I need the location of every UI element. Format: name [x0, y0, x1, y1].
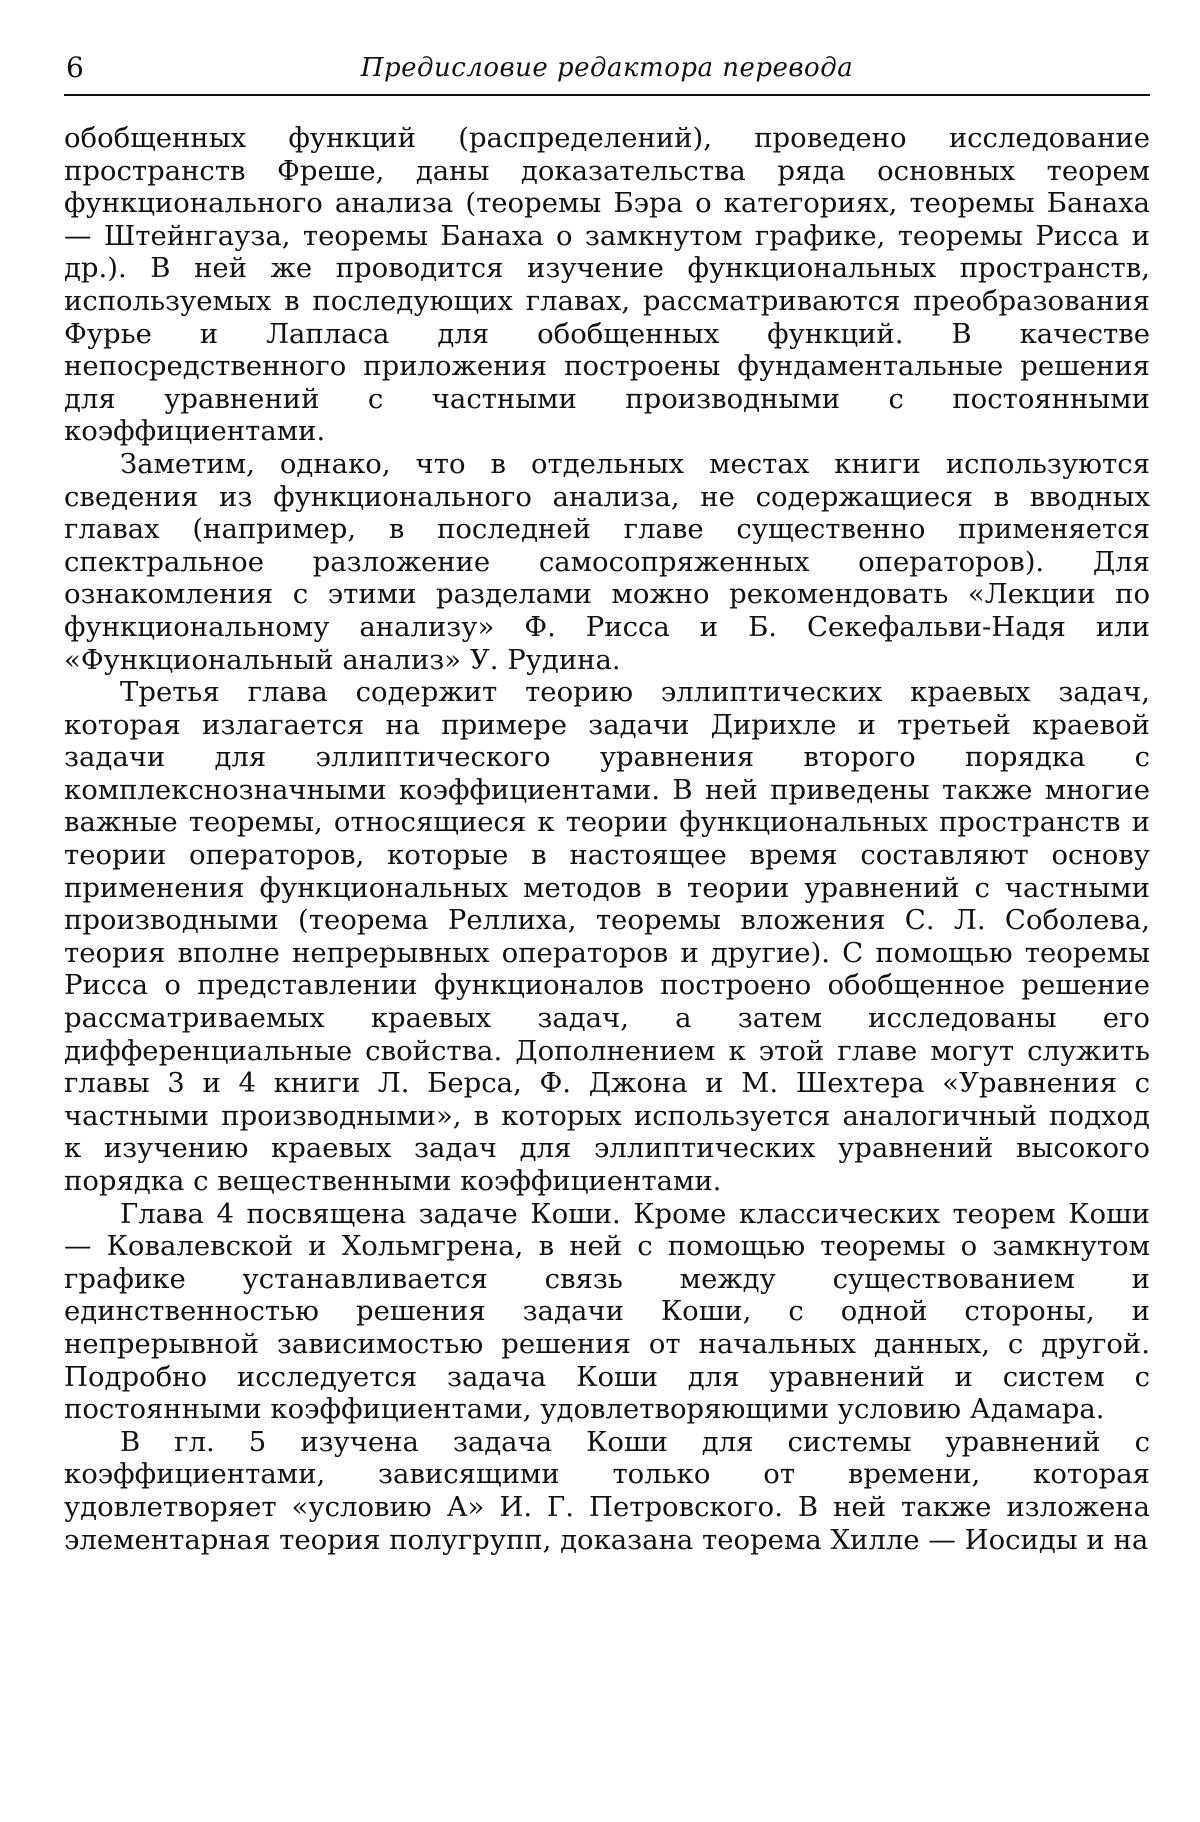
paragraph-chapter-4: Глава 4 посвящена задаче Коши. Кроме классических теорем Коши — Ковалевской и Хольмгрена, в ней с помощью теоремы о замкнутом графике устанавливается связь между существованием и единственностью решения задачи Коши, с одной стороны, и непрерывной зависимостью решения от начальных данных, с другой. Подробно исследуется задача Коши для уравнений и систем с постоянными коэффициентами, удовлетворяющими условию Адамара.: [64, 1197, 1150, 1426]
page-number: 6: [66, 51, 84, 84]
paragraph-chapter-3: Третья глава содержит теорию эллиптических краевых задач, которая излагается на примере задачи Дирихле и третьей краевой задачи для эллиптического уравнения второго порядка с комплекснозначными коэффициентами. В ней приведены также многие важные теоремы, относящиеся к теории функциональных пространств и теории операторов, которые в настоящее время составляют основу применения функциональных методов в теории уравнений с частными производными (теорема Реллиха, теоремы вложения С. Л. Соболева, теория вполне непрерывных операторов и другие). С помощью теоремы Рисса о представлении функционалов построено обобщенное решение рассматриваемых краевых задач, а затем исследованы его дифференциальные свойства. Дополнением к этой главе могут служить главы 3 и 4 книги Л. Берса, Ф. Джона и М. Шехтера «Уравнения с частными производными», в которых используется аналогичный подход к изучению краевых задач для эллиптических уравнений высокого порядка с вещественными коэффициентами.: [64, 676, 1150, 1197]
running-head: [64, 50, 1150, 96]
body-text: [64, 122, 1150, 1556]
paragraph-functional-analysis-note: Заметим, однако, что в отдельных местах книги используются сведения из функционального анализа, не содержащиеся в вводных главах (например, в последней главе существенно применяется спектральное разложение самосопряженных операторов). Для ознакомления с этими разделами можно рекомендовать «Лекции по функциональному анализу» Ф. Рисса и Б. Секефальви-Надя или «Функциональный анализ» У. Рудина.: [64, 447, 1150, 676]
paragraph-continuation: обобщенных функций (распределений), проведено исследование пространств Фреше, даны доказательства ряда основных теорем функционального анализа (теоремы Бэра о категориях, теоремы Банаха — Штейнгауза, теоремы Банаха о замкнутом графике, теоремы Рисса и др.). В ней же проводится изучение функциональных пространств, используемых в последующих главах, рассматриваются преобразования Фурье и Лапласа для обобщенных функций. В качестве непосредственного приложения построены фундаментальные решения для уравнений с частными производными с постоянными коэффициентами.: [64, 122, 1150, 448]
paragraph-chapter-5: В гл. 5 изучена задача Коши для системы уравнений с коэффициентами, зависящими только от времени, которая удовлетворяет «условию А» И. Г. Петровского. В ней также изложена элементарная теория полугрупп, доказана теорема Хилле — Иосиды и на: [64, 1425, 1150, 1556]
running-title: Предисловие редактора перевода: [360, 53, 854, 83]
